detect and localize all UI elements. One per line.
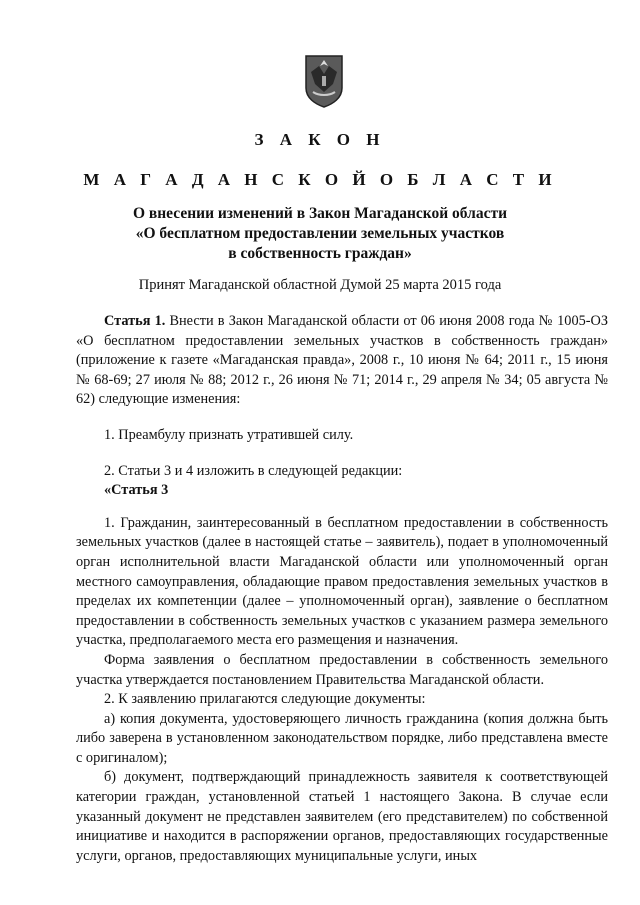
item-1: 1. Преамбулу признать утратившей силу. [104, 426, 354, 443]
article-3-heading: «Статья 3 [104, 482, 169, 499]
article-3-paragraph-1: 1. Гражданин, заинтересованный в бесплатном предоставлении в собственность земельных участков (далее в настоящей статье – заявитель), подает в уполномоченный орган исполнительной власти Магаданской области или уполномоченный орган местного самоуправления, обладающие правом предоставления земельных участков в пределах их компетенции (далее – уполномоченный орган), заявление о бесплатном предоставлении в собственность земельных участков с указанием размера земельного участка, предполагаемого места его размещения и назначения. [76, 514, 608, 649]
subject-line-1: О внесении изменений в Закон Магаданской области [132, 205, 508, 222]
article-3-paragraph-3: 2. К заявлению прилагаются следующие документы: [104, 691, 426, 708]
subject-line-2: «О бесплатном предоставлении земельных участков [135, 225, 505, 242]
article-3-item-b: б) документ, подтверждающий принадлежность заявителя к соответствующей категории граждан, установленной статьей 1 настоящего Закона. В случае если указанный документ не представлен заявителем (его представителем) по собственной инициативе и находится в распоряжении органов, предоставляющих государственные услуги, органов, предоставляющих муниципальные услуги, иных [76, 769, 608, 864]
article-3-item-a: а) копия документа, удостоверяющего личность гражданина (копия должна быть либо заверена в установленном законодательством порядке, либо представлена вместе с оригиналом); [76, 710, 608, 766]
coat-of-arms-icon [303, 52, 345, 108]
article-3-paragraph-2: Форма заявления о бесплатном предоставлении в собственность земельного участка утверждается постановлением Правительства Магаданской области. [76, 651, 608, 688]
adoption-note: Принят Магаданской областной Думой 25 марта 2015 года [138, 277, 502, 293]
law-subject-heading [0, 204, 640, 264]
article-1-label: Статья 1. [104, 313, 166, 329]
subject-line-3: в собственность граждан» [228, 245, 412, 262]
article-1-text: Внести в Закон Магаданской области от 06 июня 2008 года № 1005-ОЗ «О бесплатном предоставлении земельных участков в собственность граждан» (приложение к газете «Магаданская правда», 2008 г., 10 июня № 64; 2011 г., 15 июня № 68-69; 27 июля № 88; 2012 г., 26 июня № 71; 2014 г., 29 апреля № 34; 05 августа № 62) следующие изменения: [76, 313, 608, 408]
document-body [76, 312, 608, 866]
region-title: М А Г А Д А Н С К О Й О Б Л А С Т И [83, 170, 557, 189]
article-1-paragraph [76, 312, 608, 410]
item-2: 2. Статьи 3 и 4 изложить в следующей редакции: [104, 462, 403, 479]
document-type-title: З А К О Н [254, 130, 386, 149]
